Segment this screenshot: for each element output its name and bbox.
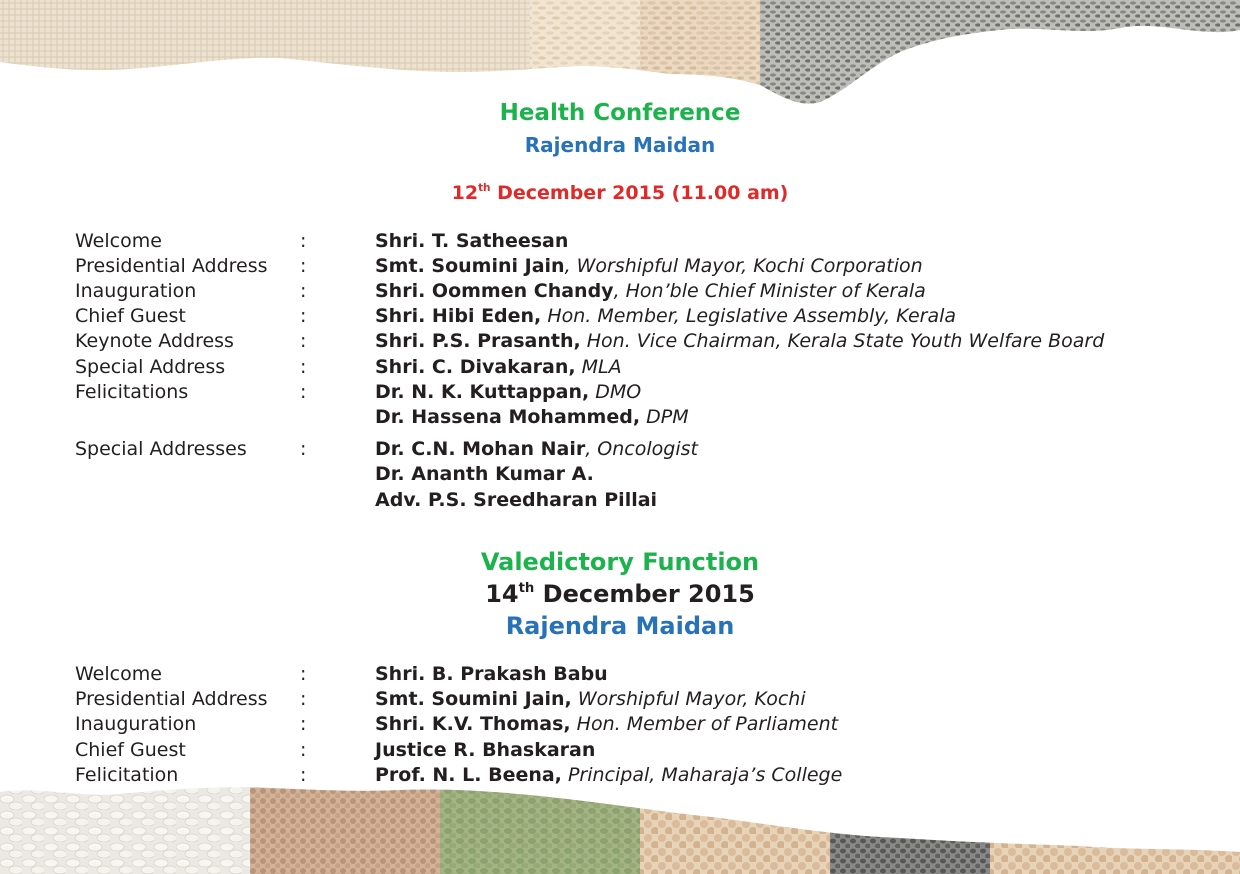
role-label: Inauguration [75,280,197,302]
valedictory-date [0,580,1240,608]
separator: : [300,438,307,460]
speaker [375,712,838,737]
program-row [0,488,1240,513]
program-row [0,405,1240,430]
speaker-name: Prof. N. L. Beena, [375,764,562,786]
speaker [375,229,568,254]
grain-texture-banner-bottom [0,778,1240,874]
speaker [375,279,926,304]
speaker-name: Shri. T. Satheesan [375,230,569,252]
separator: : [300,330,307,352]
program-row [0,687,1240,712]
separator: : [300,739,307,761]
speaker-name: Shri. K.V. Thomas, [375,713,571,735]
valedictory-venue: Rajendra Maidan [505,612,735,640]
speaker-name: Shri. C. Divakaran, [375,356,576,378]
speaker-name: Shri. P.S. Prasanth, [375,330,581,352]
speaker-name: Dr. Hassena Mohammed, [375,406,641,428]
speaker-name: Smt. Soumini Jain [375,255,565,277]
speaker-title: MLA [575,356,622,378]
speaker [375,355,622,380]
program-row [0,712,1240,737]
speaker [375,488,657,513]
separator: : [300,713,307,735]
separator: : [300,663,307,685]
separator: : [300,381,307,403]
speaker [375,687,806,712]
speaker-title: Hon. Member of Parliament [570,713,839,735]
role-label: Welcome [75,663,162,685]
role-label: Presidential Address [75,688,268,710]
speaker-name: Justice R. Bhaskaran [375,739,596,761]
program-row [0,329,1240,354]
date-suffix: th [518,581,535,597]
speaker [375,380,641,405]
date-day: 14 [485,580,519,608]
separator: : [300,280,307,302]
health-conference-title: Health Conference [499,100,741,126]
program-row [0,437,1240,462]
role-label: Special Addresses [75,438,247,460]
grain-texture-banner-top [0,0,1240,110]
valedictory-title: Valedictory Function [480,548,760,576]
date-rest: December 2015 [534,580,755,608]
speaker [375,462,594,487]
speaker-name: Shri. Hibi Eden, [375,305,542,327]
role-label: Felicitations [75,381,189,403]
speaker [375,304,956,329]
role-label: Keynote Address [75,330,234,352]
speaker [375,738,595,763]
speaker [375,662,608,687]
speaker-name: Shri. B. Prakash Babu [375,663,608,685]
role-label: Welcome [75,230,162,252]
role-label: Inauguration [75,713,197,735]
speaker-title: Principal, Maharaja’s College [561,764,843,786]
role-label: Special Address [75,356,226,378]
separator: : [300,688,307,710]
program-row [0,279,1240,304]
date-day: 12 [451,182,479,204]
health-conference-venue: Rajendra Maidan [524,133,716,157]
separator: : [300,230,307,252]
speaker-name: Dr. Ananth Kumar A. [375,463,594,485]
separator: : [300,255,307,277]
speaker-name: Smt. Soumini Jain, [375,688,572,710]
speaker-title: Hon. Vice Chairman, Kerala State Youth Welfare Board [580,330,1105,352]
speaker-name: Shri. Oommen Chandy [375,280,614,302]
role-label: Chief Guest [75,739,186,761]
role-label: Chief Guest [75,305,186,327]
speaker-title: Worshipful Mayor, Kochi [571,688,806,710]
program-row [0,254,1240,279]
speaker-title: DPM [640,406,689,428]
speaker [375,329,1104,354]
speaker [375,437,698,462]
program-row [0,304,1240,329]
speaker-name: Dr. C.N. Mohan Nair [375,438,586,460]
speaker [375,405,689,430]
role-label: Felicitation [75,764,179,786]
separator: : [300,305,307,327]
separator: : [300,764,307,786]
speaker-title: , Hon’ble Chief Minister of Kerala [613,280,926,302]
program-row [0,662,1240,687]
speaker-title: Hon. Member, Legislative Assembly, Kerala [541,305,957,327]
program-row [0,738,1240,763]
speaker [375,254,923,279]
speaker-title: , Oncologist [585,438,698,460]
program-row [0,380,1240,405]
health-conference-date [0,182,1240,204]
speaker-name: Adv. P.S. Sreedharan Pillai [375,489,658,511]
program-row [0,462,1240,487]
date-rest: December 2015 (11.00 am) [490,182,789,204]
date-suffix: th [478,182,491,195]
program-row [0,229,1240,254]
speaker-title: DMO [589,381,642,403]
speaker-name: Dr. N. K. Kuttappan, [375,381,590,403]
separator: : [300,356,307,378]
program-row [0,355,1240,380]
role-label: Presidential Address [75,255,268,277]
speaker-title: , Worshipful Mayor, Kochi Corporation [564,255,923,277]
